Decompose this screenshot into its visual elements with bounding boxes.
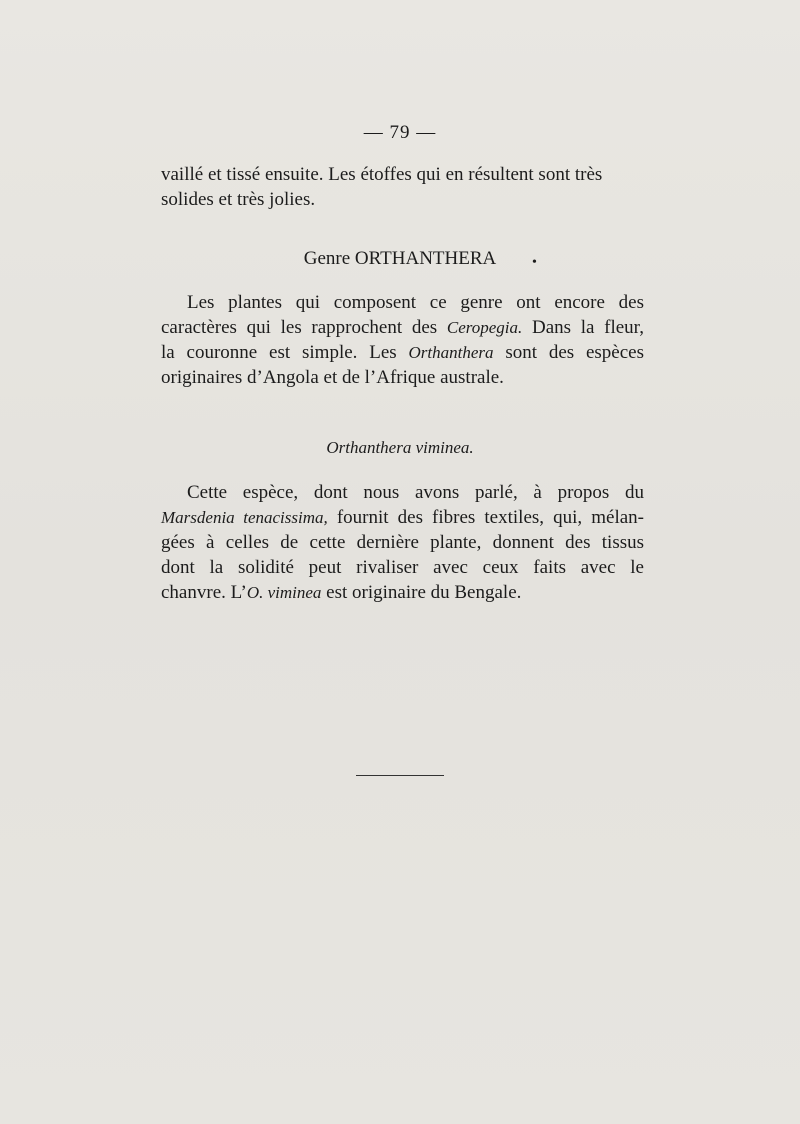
text-line: originaires d’Angola et de l’Afrique australe. (161, 367, 504, 388)
paragraph-species (161, 480, 644, 605)
paragraph-intro (161, 162, 644, 212)
text-line: la couronne est simple. Les Orthanthera sont des espèces (161, 342, 644, 363)
text-line: solides et très jolies. (161, 189, 316, 210)
text-line: Cette espèce, dont nous avons parlé, à propos du (187, 482, 644, 503)
text-line: caractères qui les rapprochent des Ceropegia. Dans la fleur, (161, 317, 645, 338)
text-line: Marsdenia tenacissima, fournit des fibres textiles, qui, mélan- (161, 507, 644, 528)
page-number: — 79 — (363, 122, 437, 143)
text-line: chanvre. L’O. viminea est originaire du Bengale. (161, 582, 522, 603)
genus-heading: Genre ORTHANTHERA (303, 248, 497, 269)
species-heading: Orthanthera viminea. (326, 438, 474, 457)
text-line: vaillé et tissé ensuite. Les étoffes qui en résultent sont très (161, 164, 603, 185)
text-line: gées à celles de cette dernière plante, donnent des tissus (161, 532, 644, 553)
text-line: dont la solidité peut rivaliser avec ceux faits avec le (161, 557, 644, 578)
closing-rule (356, 775, 444, 776)
stray-dot: • (532, 255, 537, 270)
text-line: Les plantes qui composent ce genre ont encore des (187, 292, 644, 313)
paragraph-genus (161, 290, 644, 390)
